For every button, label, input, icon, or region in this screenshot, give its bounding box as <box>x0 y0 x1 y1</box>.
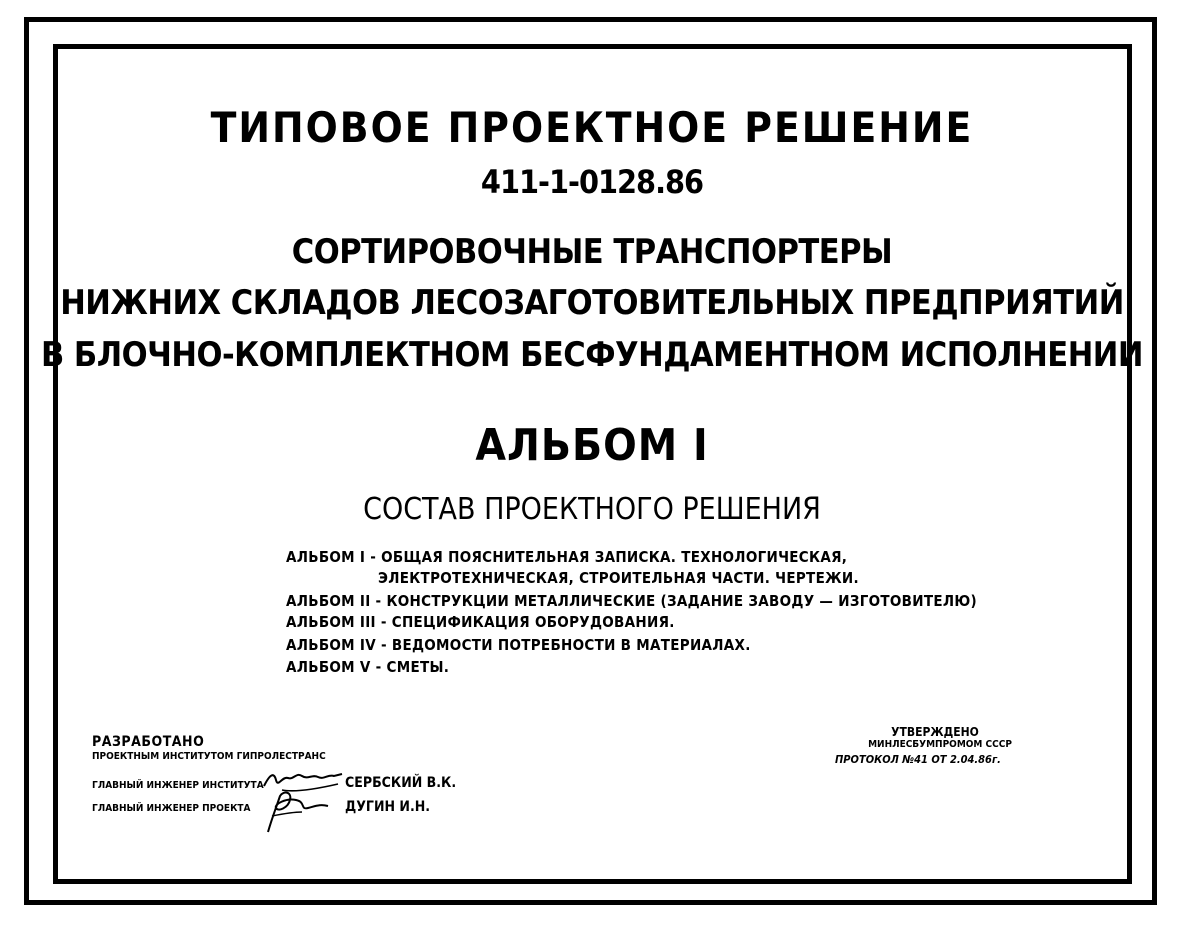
document-code: 411-1-0128.86 <box>480 163 704 201</box>
document-title: ТИПОВОЕ ПРОЕКТНОЕ РЕШЕНИЕ <box>210 103 974 152</box>
composition-item: АЛЬБОМ II - КОНСТРУКЦИИ МЕТАЛЛИЧЕСКИЕ (ЗАДАНИЕ ЗАВОДУ — ИЗГОТОВИТЕЛЮ) <box>286 592 977 610</box>
composition-item: АЛЬБОМ I - ОБЩАЯ ПОЯСНИТЕЛЬНАЯ ЗАПИСКА. ТЕХНОЛОГИЧЕСКАЯ, <box>286 548 848 566</box>
approved-protocol: ПРОТОКОЛ №41 ОТ 2.04.86г. <box>835 753 1001 766</box>
chief-project-name: ДУГИН И.Н. <box>345 799 431 815</box>
subject-line-1: СОРТИРОВОЧНЫЕ ТРАНСПОРТЕРЫ <box>291 232 893 272</box>
approved-by: МИНЛЕСБУМПРОМОМ СССР <box>868 739 1012 750</box>
chief-institute-name: СЕРБСКИЙ В.К. <box>345 775 457 791</box>
signature-dugin-icon <box>262 788 346 836</box>
album-title: АЛЬБОМ I <box>475 420 709 471</box>
composition-item: АЛЬБОМ III - СПЕЦИФИКАЦИЯ ОБОРУДОВАНИЯ. <box>286 613 675 631</box>
composition-item: ЭЛЕКТРОТЕХНИЧЕСКАЯ, СТРОИТЕЛЬНАЯ ЧАСТИ. ЧЕРТЕЖИ. <box>378 569 859 587</box>
subject-line-2: НИЖНИХ СКЛАДОВ ЛЕСОЗАГОТОВИТЕЛЬНЫХ ПРЕДПРИЯТИЙ <box>60 283 1124 323</box>
developed-title: РАЗРАБОТАНО <box>92 734 205 750</box>
chief-institute-role: ГЛАВНЫЙ ИНЖЕНЕР ИНСТИТУТА <box>92 780 264 791</box>
composition-title: СОСТАВ ПРОЕКТНОГО РЕШЕНИЯ <box>363 492 821 527</box>
composition-item: АЛЬБОМ V - СМЕТЫ. <box>286 658 450 676</box>
chief-project-role: ГЛАВНЫЙ ИНЖЕНЕР ПРОЕКТА <box>92 803 251 814</box>
subject-line-3: В БЛОЧНО-КОМПЛЕКТНОМ БЕСФУНДАМЕНТНОМ ИСПОЛНЕНИИ <box>40 335 1144 375</box>
approved-title: УТВЕРЖДЕНО <box>891 725 979 739</box>
developed-institute: ПРОЕКТНЫМ ИНСТИТУТОМ ГИПРОЛЕСТРАНС <box>92 751 326 762</box>
composition-item: АЛЬБОМ IV - ВЕДОМОСТИ ПОТРЕБНОСТИ В МАТЕРИАЛАХ. <box>286 636 751 654</box>
